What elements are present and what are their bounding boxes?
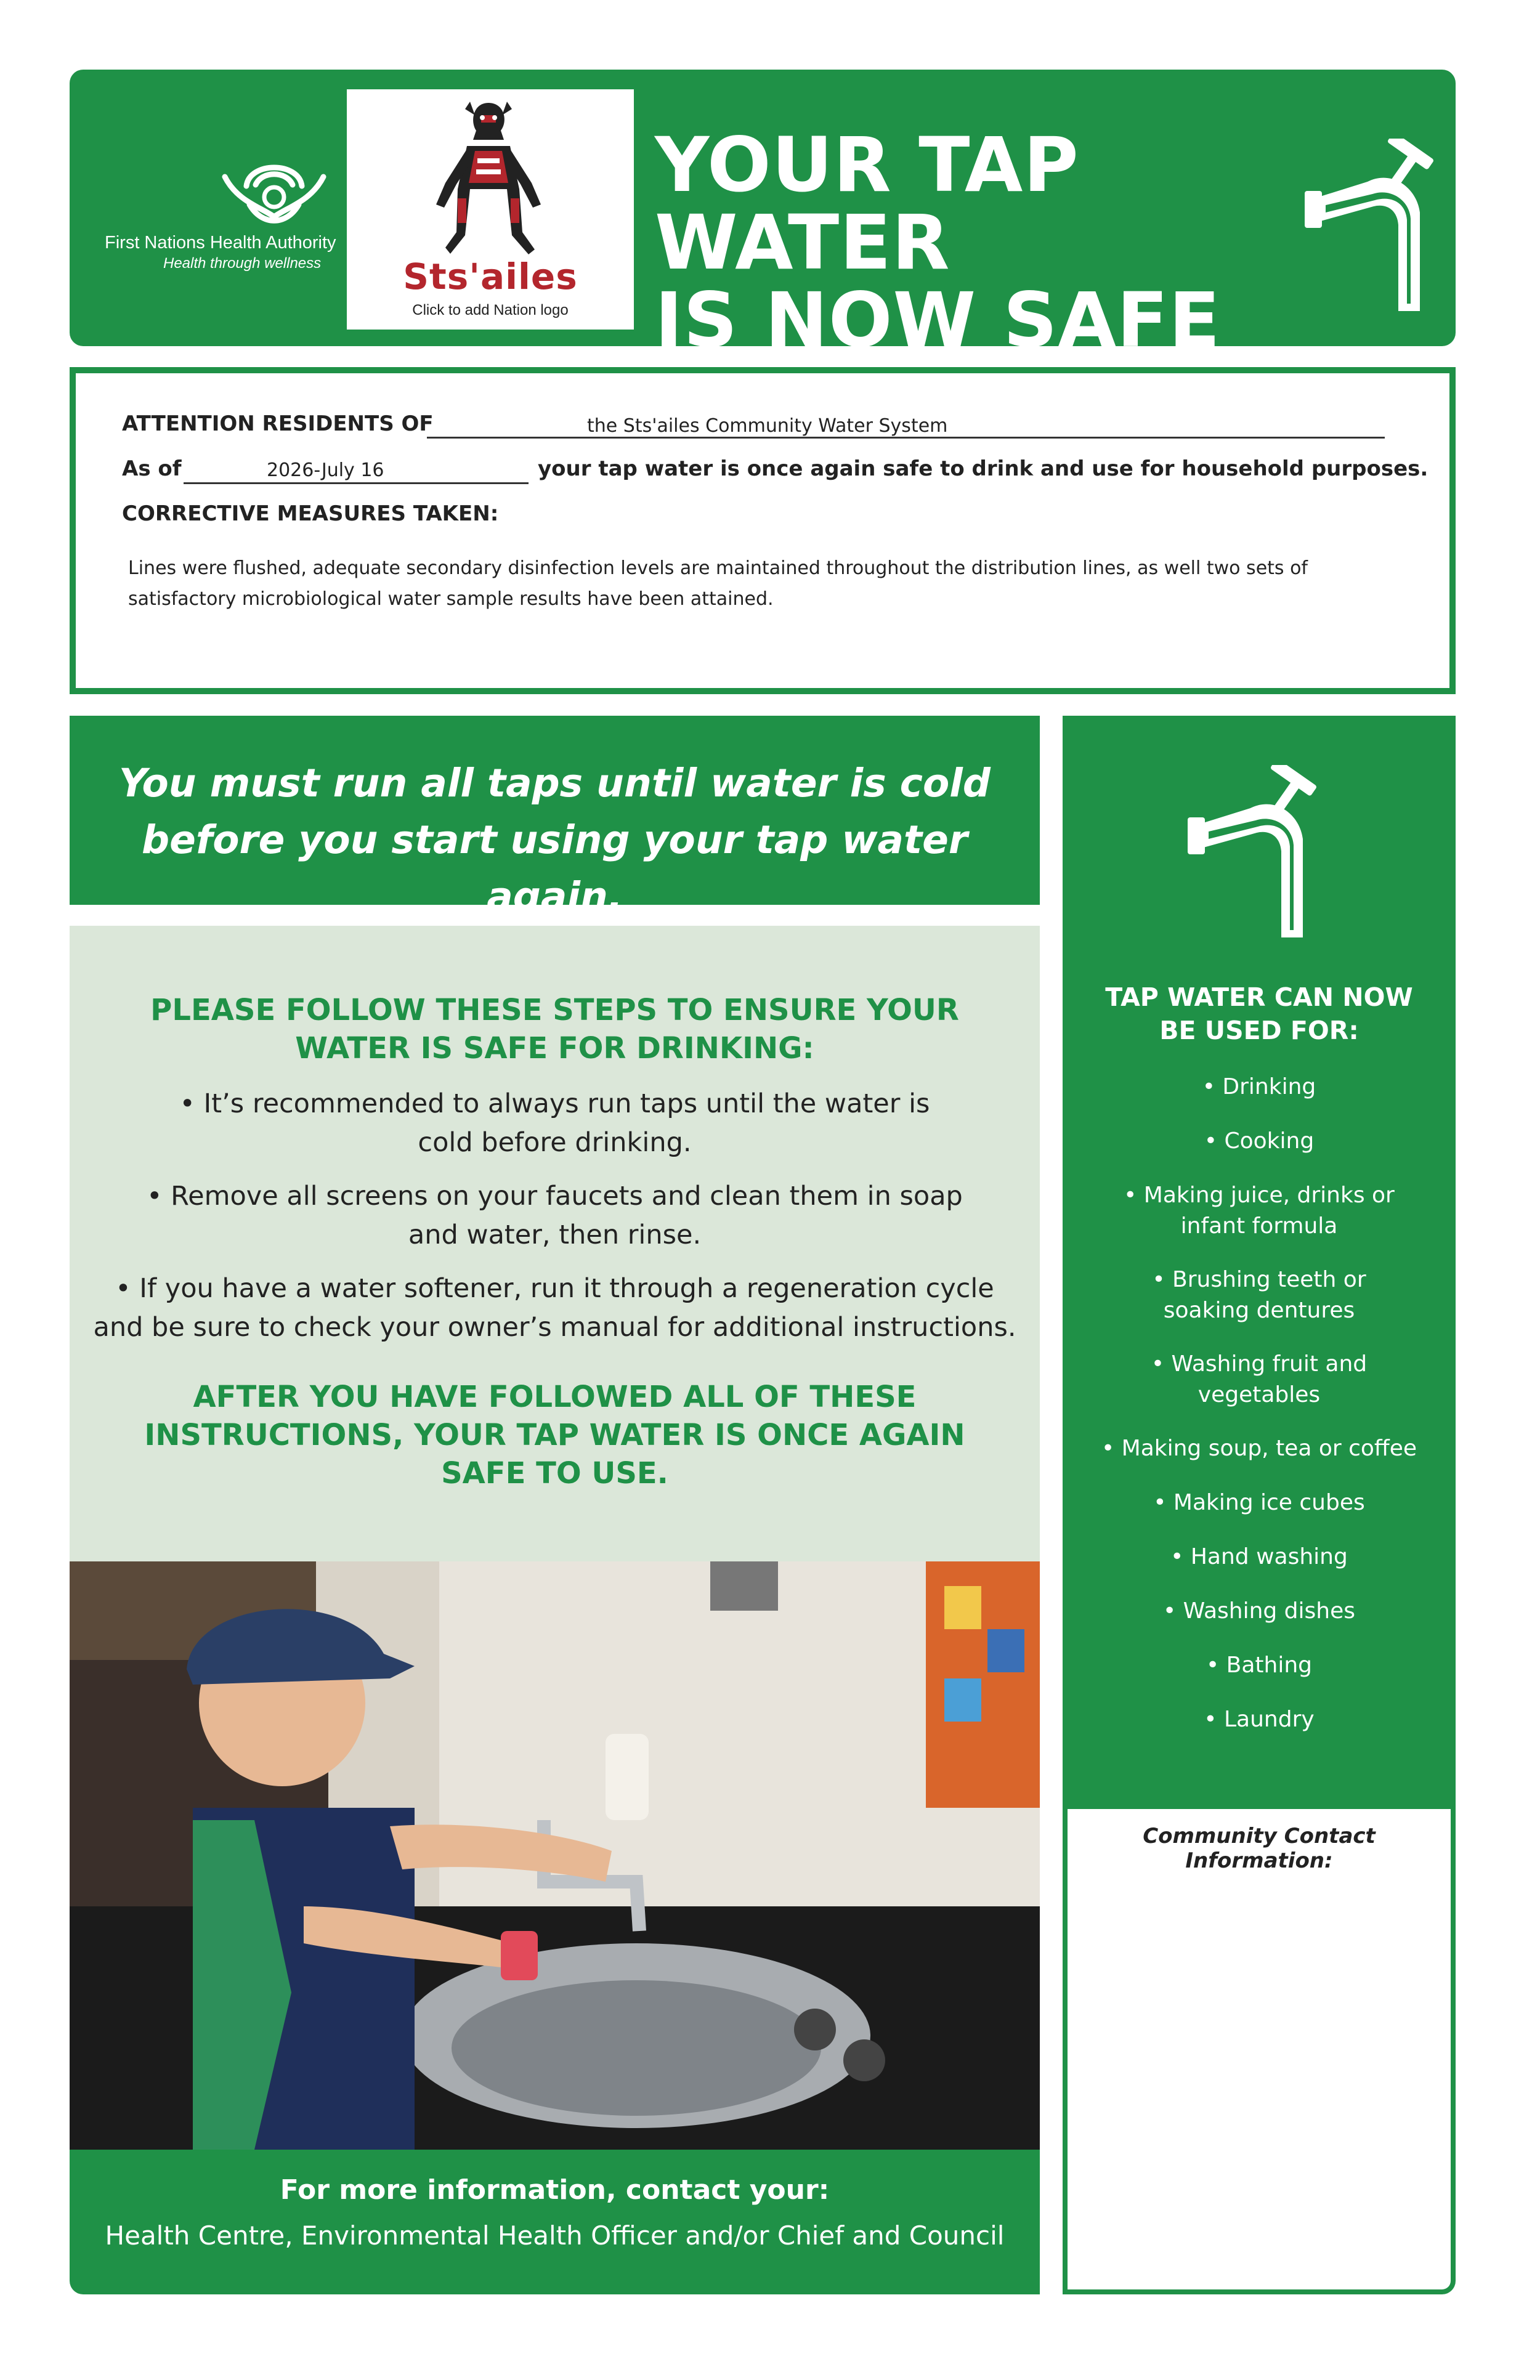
run-taps-line1: You must run all taps until water is cold bbox=[119, 761, 991, 806]
use-item bbox=[1063, 1180, 1456, 1242]
use-item-label-cont: vegetables bbox=[1198, 1382, 1321, 1407]
photo-boy-at-sink bbox=[70, 1561, 1040, 2150]
steps-footer-line2: INSTRUCTIONS, YOUR TAP WATER IS ONCE AGAIN bbox=[144, 1418, 965, 1452]
uses-heading-line2: BE USED FOR: bbox=[1159, 1016, 1359, 1045]
step-item bbox=[70, 1177, 1040, 1255]
steps-heading-line2: WATER IS SAFE FOR DRINKING: bbox=[295, 1031, 814, 1066]
measures-text: Lines were flushed, adequate secondary disinfection levels are maintained throughout the distribution lines, as well two sets of satisfactory microbiological water sample results have been attained. bbox=[128, 557, 1308, 610]
use-item bbox=[1063, 1072, 1456, 1103]
page-title-line2: IS NOW SAFE bbox=[655, 277, 1221, 364]
use-item-label: • Hand washing bbox=[1170, 1544, 1348, 1569]
use-item-label: • Washing dishes bbox=[1162, 1598, 1356, 1624]
step-line1: • It’s recommended to always run taps until the water is bbox=[179, 1088, 930, 1119]
footer-contacts: Health Centre, Environmental Health Officer and/or Chief and Council bbox=[105, 2220, 1005, 2251]
tap-icon bbox=[1170, 765, 1343, 950]
fnha-emblem-icon bbox=[213, 143, 336, 235]
use-item bbox=[1063, 1542, 1456, 1572]
residents-value: the Sts'ailes Community Water System bbox=[587, 415, 948, 437]
footer-title: For more information, contact your: bbox=[280, 2174, 830, 2206]
attention-box bbox=[70, 367, 1456, 694]
residents-label: ATTENTION RESIDENTS OF bbox=[122, 411, 434, 436]
use-item-label: • Brushing teeth or bbox=[1152, 1267, 1366, 1292]
use-item bbox=[1063, 1433, 1456, 1464]
run-taps-text bbox=[70, 755, 1040, 925]
nation-name: Sts'ailes bbox=[403, 256, 578, 298]
contact-box[interactable] bbox=[1063, 1809, 1456, 2294]
use-item-label: • Bathing bbox=[1206, 1653, 1313, 1678]
footer-banner bbox=[70, 2150, 1040, 2294]
use-item-label: • Washing fruit and bbox=[1151, 1351, 1368, 1377]
use-item bbox=[1063, 1650, 1456, 1681]
residents-field[interactable] bbox=[427, 414, 1385, 439]
use-item bbox=[1063, 1265, 1456, 1326]
as-of-field[interactable] bbox=[184, 458, 529, 484]
use-item-label: • Cooking bbox=[1204, 1128, 1315, 1154]
steps-footer-line3: SAFE TO USE. bbox=[441, 1456, 668, 1491]
contact-label: Community Contact Information: bbox=[1143, 1824, 1376, 1873]
nation-logo-icon bbox=[421, 97, 556, 263]
fnha-tagline: Health through wellness bbox=[163, 255, 322, 272]
steps-footer bbox=[70, 1378, 1040, 1492]
step-item bbox=[70, 1085, 1040, 1162]
fnha-name: First Nations Health Authority bbox=[105, 233, 336, 253]
use-item bbox=[1063, 1704, 1456, 1735]
run-taps-banner bbox=[70, 716, 1040, 919]
page-title bbox=[655, 121, 1332, 364]
use-item-label: • Making soup, tea or coffee bbox=[1101, 1436, 1417, 1461]
uses-heading bbox=[1063, 981, 1456, 1047]
use-item bbox=[1063, 1488, 1456, 1518]
use-item-label: • Drinking bbox=[1202, 1074, 1316, 1099]
step-line1: • Remove all screens on your faucets and clean them in soap bbox=[147, 1181, 963, 1212]
use-item bbox=[1063, 1126, 1456, 1157]
use-item-label-cont: soaking dentures bbox=[1163, 1298, 1355, 1323]
use-item bbox=[1063, 1596, 1456, 1627]
steps-panel bbox=[70, 926, 1040, 1561]
fnha-logo bbox=[105, 143, 351, 278]
step-item bbox=[70, 1269, 1040, 1347]
steps-footer-line1: AFTER YOU HAVE FOLLOWED ALL OF THESE bbox=[193, 1380, 917, 1414]
steps-heading bbox=[70, 991, 1040, 1067]
use-item-label-cont: infant formula bbox=[1180, 1213, 1338, 1239]
run-taps-line2: before you start using your tap water again. bbox=[142, 817, 968, 919]
step-line2: and be sure to check your owner’s manual for additional instructions. bbox=[93, 1312, 1016, 1343]
safe-statement: your tap water is once again safe to drink and use for household purposes. bbox=[538, 456, 1429, 481]
step-line2: cold before drinking. bbox=[418, 1127, 692, 1158]
use-item-label: • Making ice cubes bbox=[1153, 1490, 1365, 1515]
use-item-label: • Laundry bbox=[1204, 1707, 1315, 1732]
photo-illustration bbox=[70, 1561, 1040, 2150]
step-line1: • If you have a water softener, run it through a regeneration cycle bbox=[115, 1273, 994, 1304]
nation-logo-hint: Click to add Nation logo bbox=[412, 302, 569, 318]
as-of-label: As of bbox=[122, 456, 182, 481]
uses-heading-line1: TAP WATER CAN NOW bbox=[1105, 982, 1413, 1012]
as-of-value: 2026-July 16 bbox=[267, 459, 384, 481]
use-item bbox=[1063, 1349, 1456, 1411]
step-line2: and water, then rinse. bbox=[408, 1220, 702, 1250]
tap-icon bbox=[1294, 139, 1454, 317]
steps-heading-line1: PLEASE FOLLOW THESE STEPS TO ENSURE YOUR bbox=[150, 993, 959, 1027]
page-title-line1: YOUR TAP WATER bbox=[655, 121, 1079, 286]
use-item-label: • Making juice, drinks or bbox=[1124, 1183, 1395, 1208]
nation-logo-box[interactable] bbox=[347, 89, 634, 330]
uses-panel bbox=[1063, 716, 1456, 1809]
measures-label: CORRECTIVE MEASURES TAKEN: bbox=[122, 501, 499, 526]
